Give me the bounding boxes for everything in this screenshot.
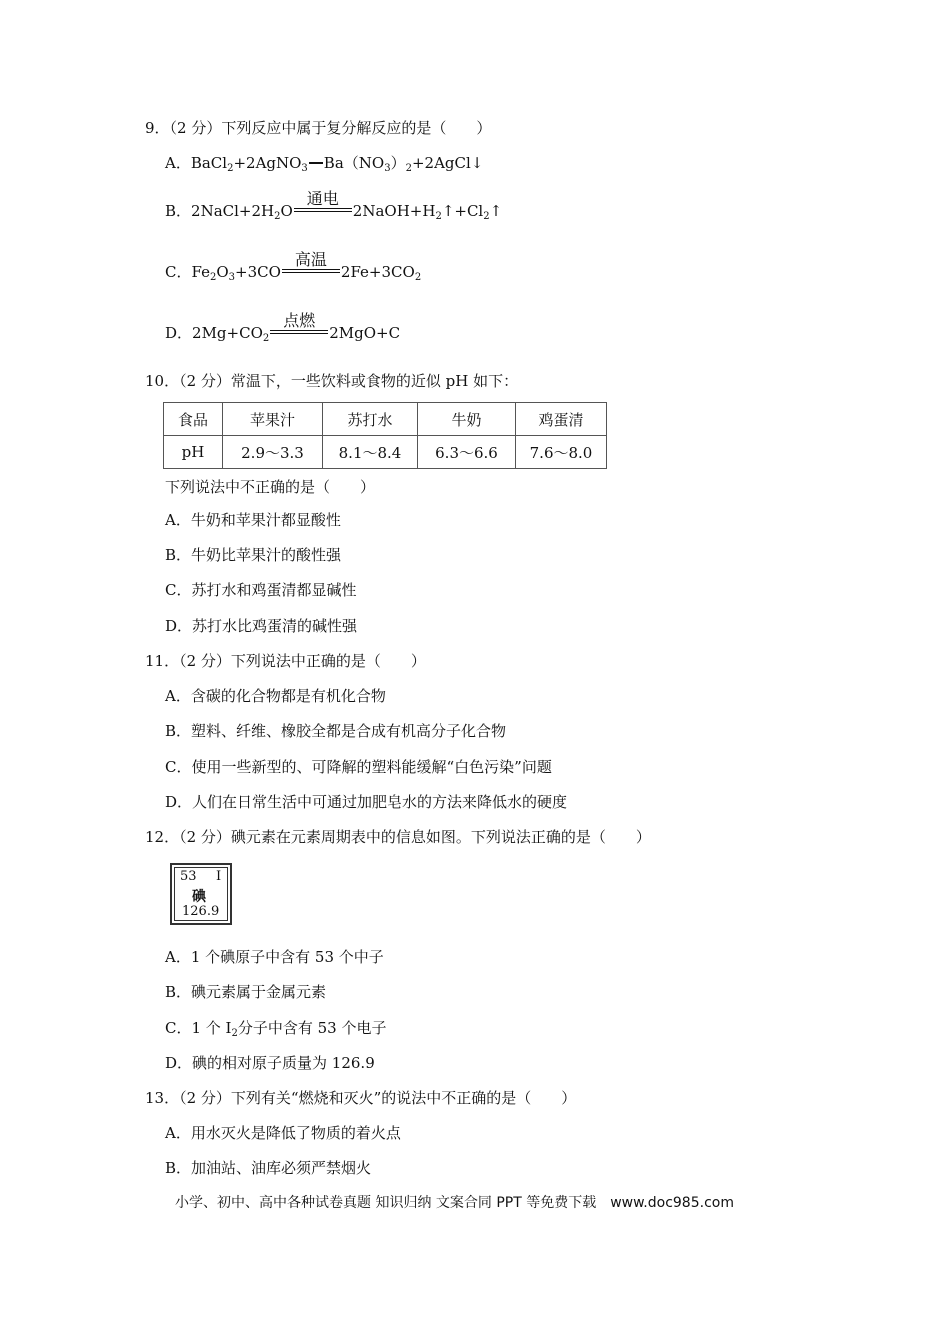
q12-option-d: D．碘的相对原子质量为 126.9: [165, 1054, 375, 1072]
atomic-mass: 126.9: [182, 904, 220, 919]
q10-option-b: B．牛奶比苹果汁的酸性强: [165, 546, 342, 564]
q10-option-d: D．苏打水比鸡蛋清的碱性强: [165, 617, 358, 635]
table-header: 苹果汁: [223, 403, 323, 436]
q12-stem: 12．（2 分）碘元素在元素周期表中的信息如图。下列说法正确的是（ ）: [145, 828, 651, 846]
q11-option-d: D．人们在日常生活中可通过加肥皂水的方法来降低水的硬度: [165, 793, 568, 811]
q10-stem: 10．（2 分）常温下，一些饮料或食物的近似 pH 如下：: [145, 372, 519, 390]
table-cell: 7.6～8.0: [516, 436, 607, 469]
q12-option-c: C．1 个 $I_2$分子中含有 53 个电子: [165, 1019, 387, 1039]
q12-option-a: A．1 个碘原子中含有 53 个中子: [165, 948, 384, 966]
q13-stem: 13．（2 分）下列有关“燃烧和灭火”的说法中不正确的是（ ）: [145, 1089, 577, 1107]
table-cell: 6.3～6.6: [418, 436, 516, 469]
q11-option-a: A．含碳的化合物都是有机化合物: [165, 687, 386, 705]
q11-option-c: C．使用一些新型的、可降解的塑料能缓解“白色污染”问题: [165, 758, 552, 776]
q10-sub-stem: 下列说法中不正确的是（ ）: [165, 478, 376, 496]
table-cell: 2.9～3.3: [223, 436, 323, 469]
reaction-condition: 点燃: [270, 328, 328, 336]
reaction-equal-sign: [309, 162, 323, 164]
element-name: 碘: [192, 889, 206, 905]
q9-option-a: A．BaCl$_2$+2AgNO$_3$ $Ba(NO_3)_2+2AgCl↓$: [165, 154, 484, 174]
q10-option-c: C．苏打水和鸡蛋清都显碱性: [165, 581, 357, 599]
q10-option-a: A．牛奶和苹果汁都显酸性: [165, 511, 341, 529]
table-header: 苏打水: [323, 403, 418, 436]
q12-option-b: B．碘元素属于金属元素: [165, 983, 327, 1001]
q9-option-c: C．$Fe_2O_3+3CO$ 高温 $2Fe+3CO_2$: [165, 250, 422, 283]
q9-option-b: B．$2NaCl+2H_2O$ 通电 $2NaOH+H_2↑+Cl_2↑$: [165, 189, 503, 222]
reaction-condition: 通电: [294, 206, 352, 214]
table-cell: 8.1～8.4: [323, 436, 418, 469]
ph-table: [163, 402, 607, 469]
q11-stem: 11．（2 分）下列说法中正确的是（ ）: [145, 652, 426, 670]
table-row: [164, 403, 607, 436]
table-cell: pH: [164, 436, 223, 469]
element-symbol: I: [216, 869, 222, 884]
reaction-condition: 高温: [282, 267, 340, 275]
q9-option-d: D．$2Mg+CO_2$ 点燃 2MgO+C: [165, 311, 401, 344]
table-row: [164, 436, 607, 469]
page-footer: 小学、初中、高中各种试卷真题 知识归纳 文案合同 PPT 等免费下载 www.doc985.com: [175, 1195, 734, 1211]
q13-option-a: A．用水灭火是降低了物质的着火点: [165, 1124, 401, 1142]
q11-option-b: B．塑料、纤维、橡胶全都是合成有机高分子化合物: [165, 722, 507, 740]
atomic-number: 53: [180, 869, 197, 884]
table-header: 牛奶: [418, 403, 516, 436]
table-header: 鸡蛋清: [516, 403, 607, 436]
q13-option-b: B．加油站、油库必须严禁烟火: [165, 1159, 372, 1177]
periodic-element-card: [170, 863, 232, 925]
q9-stem: 9．（2 分）下列反应中属于复分解反应的是（ ）: [145, 119, 492, 137]
table-header: 食品: [164, 403, 223, 436]
